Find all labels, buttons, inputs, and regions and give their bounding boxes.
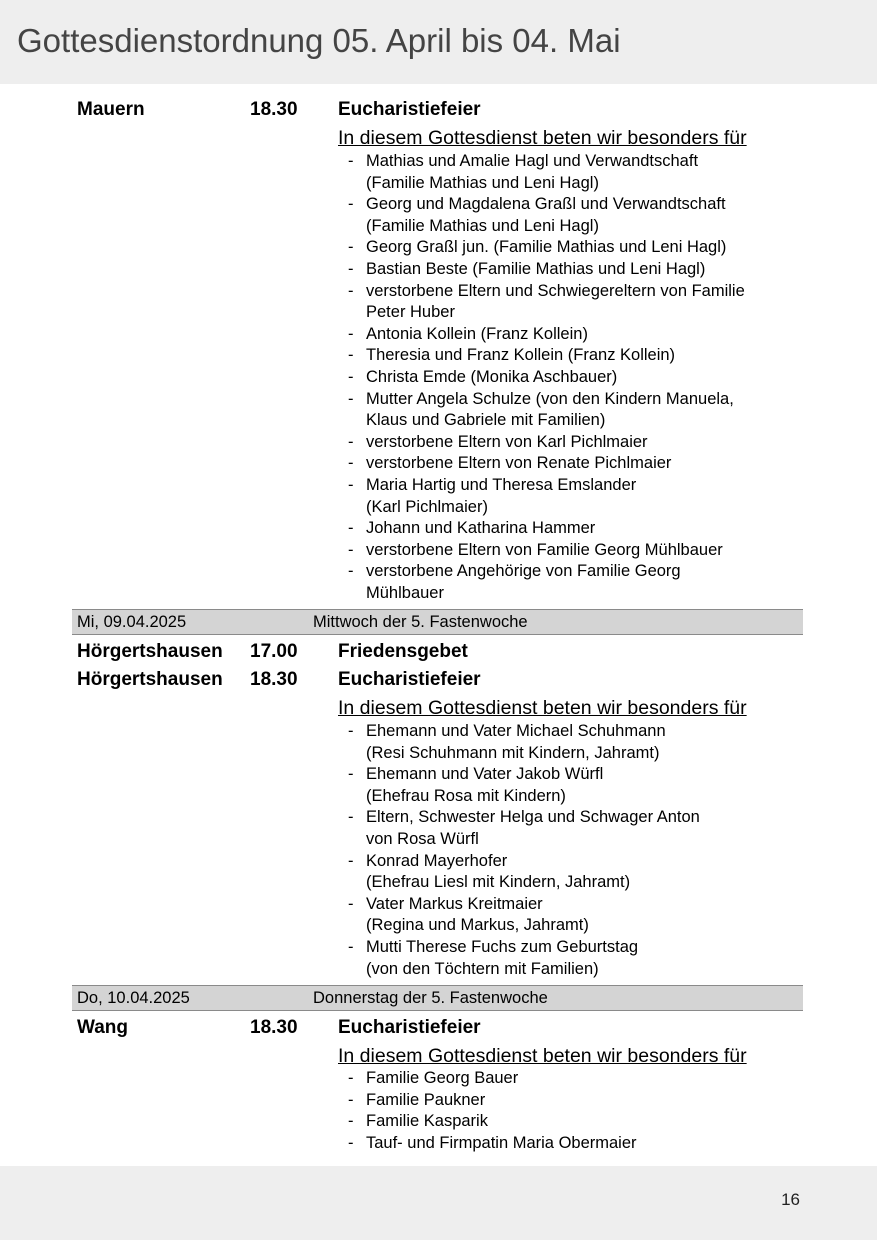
list-dash: - bbox=[348, 324, 354, 343]
day-date: Do, 10.04.2025 bbox=[77, 989, 190, 1007]
intention-item bbox=[346, 194, 816, 237]
page-number: 16 bbox=[781, 1190, 800, 1209]
intention-item bbox=[346, 1068, 816, 1090]
intention-text: Vater Markus Kreitmaier (Regina und Markus, Jahramt) bbox=[366, 894, 589, 935]
intention-item bbox=[346, 561, 816, 604]
event-time: 17.00 bbox=[250, 641, 298, 662]
intention-text: Antonia Kollein (Franz Kollein) bbox=[366, 324, 588, 343]
event-time: 18.30 bbox=[250, 99, 298, 120]
intention-item bbox=[346, 151, 816, 194]
intention-text: Tauf- und Firmpatin Maria Obermaier bbox=[366, 1133, 637, 1152]
intention-item bbox=[346, 281, 816, 324]
page-title: Gottesdienstordnung 05. April bis 04. Mai bbox=[17, 22, 621, 59]
intention-text: Familie Kasparik bbox=[366, 1112, 488, 1131]
intention-item bbox=[346, 367, 816, 389]
intention-text: Ehemann und Vater Michael Schuhmann (Resi Schuhmann mit Kindern, Jahramt) bbox=[366, 722, 666, 762]
intention-text: verstorbene Angehörige von Familie Georg Mühlbauer bbox=[366, 562, 681, 602]
intention-list bbox=[346, 1068, 816, 1154]
intention-item bbox=[346, 540, 816, 562]
day-date: Mi, 09.04.2025 bbox=[77, 613, 187, 631]
list-dash: - bbox=[348, 937, 354, 956]
intention-item bbox=[346, 259, 816, 281]
intention-item bbox=[346, 324, 816, 346]
intention-item bbox=[346, 721, 816, 764]
intention-text: Theresia und Franz Kollein (Franz Kollein) bbox=[366, 346, 676, 365]
list-dash: - bbox=[348, 346, 354, 365]
intention-text: Mutti Therese Fuchs zum Geburtstag (von den Töchtern mit Familien) bbox=[366, 937, 639, 978]
intention-item bbox=[346, 894, 816, 937]
intention-item bbox=[346, 1111, 816, 1133]
event-place: Wang bbox=[77, 1017, 129, 1038]
list-dash: - bbox=[348, 454, 354, 473]
list-dash: - bbox=[348, 1069, 354, 1087]
day-bar bbox=[72, 609, 803, 635]
event-title: Eucharistiefeier bbox=[338, 1017, 481, 1038]
event-time: 18.30 bbox=[250, 1017, 298, 1038]
intention-text: Bastian Beste (Familie Mathias und Leni Hagl) bbox=[366, 259, 706, 278]
intention-text: verstorbene Eltern und Schwiegereltern von Familie Peter Huber bbox=[366, 281, 745, 322]
list-dash: - bbox=[348, 894, 354, 913]
event-title: Eucharistiefeier bbox=[338, 669, 481, 690]
list-dash: - bbox=[348, 195, 354, 214]
day-bar bbox=[72, 985, 803, 1011]
intention-heading: In diesem Gottesdienst beten wir besonders für bbox=[338, 1045, 747, 1067]
list-dash: - bbox=[348, 367, 354, 386]
event-title: Eucharistiefeier bbox=[338, 99, 481, 120]
event-row bbox=[0, 669, 877, 695]
list-dash: - bbox=[348, 722, 354, 740]
intention-item bbox=[346, 453, 816, 475]
list-dash: - bbox=[348, 1112, 354, 1131]
intention-text: Familie Paukner bbox=[366, 1090, 486, 1109]
page-header bbox=[0, 0, 877, 84]
list-dash: - bbox=[348, 238, 354, 257]
intention-item bbox=[346, 1090, 816, 1112]
list-dash: - bbox=[348, 765, 354, 784]
intention-list bbox=[346, 721, 816, 980]
list-dash: - bbox=[348, 562, 354, 581]
intention-text: Georg und Magdalena Graßl und Verwandtschaft (Familie Mathias und Leni Hagl) bbox=[366, 195, 726, 235]
intention-text: Georg Graßl jun. (Familie Mathias und Leni Hagl) bbox=[366, 238, 727, 257]
list-dash: - bbox=[348, 389, 354, 408]
list-dash: - bbox=[348, 808, 354, 827]
intention-text: Johann und Katharina Hammer bbox=[366, 519, 596, 538]
list-dash: - bbox=[348, 1133, 354, 1152]
page-footer bbox=[0, 1166, 877, 1240]
list-dash: - bbox=[348, 540, 354, 559]
list-dash: - bbox=[348, 1090, 354, 1109]
list-dash: - bbox=[348, 281, 354, 300]
list-dash: - bbox=[348, 152, 354, 170]
intention-item bbox=[346, 237, 816, 259]
event-row bbox=[0, 641, 877, 667]
list-dash: - bbox=[348, 432, 354, 451]
intention-text: Mutter Angela Schulze (von den Kindern Manuela, Klaus und Gabriele mit Familien) bbox=[366, 389, 734, 430]
intention-item bbox=[346, 851, 816, 894]
intention-text: verstorbene Eltern von Renate Pichlmaier bbox=[366, 454, 672, 473]
intention-item bbox=[346, 807, 816, 850]
day-name: Donnerstag der 5. Fastenwoche bbox=[313, 989, 548, 1007]
intention-text: verstorbene Eltern von Karl Pichlmaier bbox=[366, 432, 648, 451]
intention-text: verstorbene Eltern von Familie Georg Mühlbauer bbox=[366, 540, 723, 559]
event-title: Friedensgebet bbox=[338, 641, 468, 662]
event-row bbox=[0, 99, 877, 125]
intention-text: Christa Emde (Monika Aschbauer) bbox=[366, 367, 618, 386]
intention-item bbox=[346, 1133, 816, 1155]
event-place: Mauern bbox=[77, 99, 145, 120]
intention-item bbox=[346, 475, 816, 518]
list-dash: - bbox=[348, 475, 354, 494]
intention-item bbox=[346, 389, 816, 432]
event-place: Hörgertshausen bbox=[77, 641, 223, 662]
intention-item bbox=[346, 345, 816, 367]
list-dash: - bbox=[348, 259, 354, 278]
intention-item bbox=[346, 432, 816, 454]
intention-list bbox=[346, 151, 816, 604]
intention-text: Eltern, Schwester Helga und Schwager Anton von Rosa Würfl bbox=[366, 808, 700, 848]
intention-heading: In diesem Gottesdienst beten wir besonders für bbox=[338, 127, 747, 149]
list-dash: - bbox=[348, 851, 354, 870]
intention-text: Familie Georg Bauer bbox=[366, 1069, 519, 1087]
intention-item bbox=[346, 937, 816, 980]
event-row bbox=[0, 1017, 877, 1043]
list-dash: - bbox=[348, 519, 354, 538]
intention-heading: In diesem Gottesdienst beten wir besonders für bbox=[338, 697, 747, 719]
intention-text: Ehemann und Vater Jakob Würfl (Ehefrau Rosa mit Kindern) bbox=[366, 765, 604, 805]
intention-text: Maria Hartig und Theresa Emslander (Karl Pichlmaier) bbox=[366, 475, 637, 516]
intention-text: Konrad Mayerhofer (Ehefrau Liesl mit Kindern, Jahramt) bbox=[366, 851, 631, 892]
intention-text: Mathias und Amalie Hagl und Verwandtschaft (Familie Mathias und Leni Hagl) bbox=[366, 152, 699, 192]
day-name: Mittwoch der 5. Fastenwoche bbox=[313, 613, 528, 631]
event-time: 18.30 bbox=[250, 669, 298, 690]
intention-item bbox=[346, 764, 816, 807]
intention-item bbox=[346, 518, 816, 540]
event-place: Hörgertshausen bbox=[77, 669, 223, 690]
